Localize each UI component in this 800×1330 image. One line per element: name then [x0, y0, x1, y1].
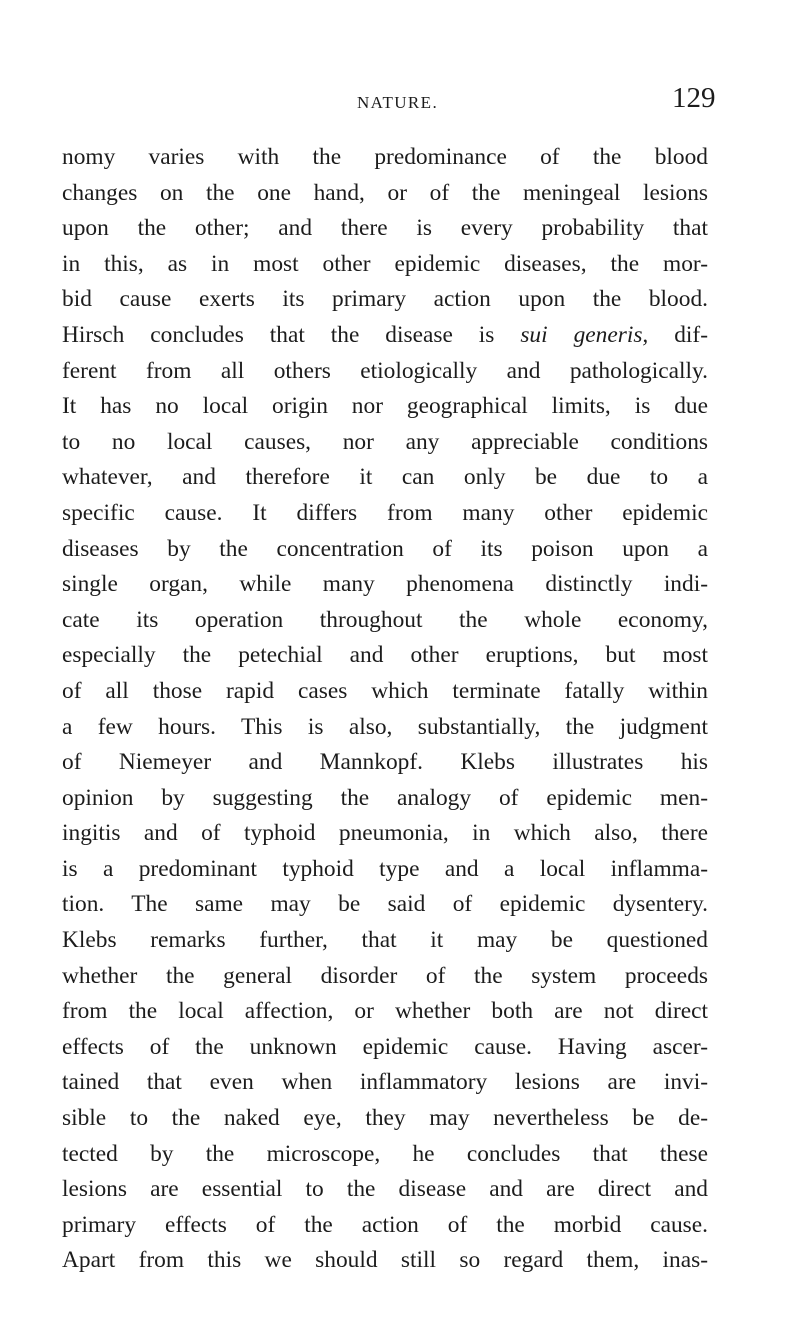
text-line: a few hours. This is also, substantially, the judgment [62, 713, 708, 740]
text-line: nomy varies with the predominance of the blood [62, 144, 708, 170]
text-segment: dif- [648, 321, 708, 348]
text-line: tected by the microscope, he concludes that these [62, 1140, 708, 1167]
text-line: from the local affection, or whether both are not direct [62, 998, 708, 1025]
text-line: tained that even when inflammatory lesions are invi- [62, 1069, 708, 1096]
text-line: changes on the one hand, or of the meningeal lesions [62, 179, 708, 206]
text-line: lesions are essential to the disease and are direct and [62, 1176, 708, 1203]
text-line: whether the general disorder of the system proceeds [62, 962, 708, 989]
text-line: whatever, and therefore it can only be due to a [62, 464, 708, 491]
page-number: 129 [672, 82, 716, 114]
running-title: NATURE. [357, 93, 439, 112]
text-line: ferent from all others etiologically and pathologically. [62, 357, 708, 384]
text-line: bid cause exerts its primary action upon the blood. [62, 286, 708, 313]
italic-term: sui generis, [520, 321, 649, 348]
text-segment: Hirsch concludes that the disease is [62, 321, 521, 348]
text-line: single organ, while many phenomena distinctly indi- [62, 571, 708, 598]
text-line: in this, as in most other epidemic diseases, the mor- [62, 250, 708, 277]
text-line: to no local causes, nor any appreciable conditions [62, 428, 708, 455]
text-line: of all those rapid cases which terminate fatally within [62, 677, 708, 704]
text-line: tion. The same may be said of epidemic dysentery. [62, 891, 708, 918]
text-line: of Niemeyer and Mannkopf. Klebs illustrates his [62, 749, 708, 776]
text-line: primary effects of the action of the morbid cause. [62, 1211, 708, 1238]
text-line: opinion by suggesting the analogy of epidemic men- [62, 784, 708, 811]
text-line: diseases by the concentration of its poison upon a [62, 535, 708, 562]
text-line [62, 318, 708, 354]
text-line: especially the petechial and other eruptions, but most [62, 642, 708, 669]
text-line: upon the other; and there is every probability that [62, 215, 708, 242]
text-line: Klebs remarks further, that it may be questioned [62, 927, 708, 954]
text-line: effects of the unknown epidemic cause. Having ascer- [62, 1033, 708, 1060]
text-line: cate its operation throughout the whole economy, [62, 606, 708, 633]
text-line: It has no local origin nor geographical limits, is due [62, 393, 708, 420]
body-text [62, 140, 708, 1279]
text-line: is a predominant typhoid type and a local inflamma- [62, 855, 708, 882]
text-line: sible to the naked eye, they may nevertheless be de- [62, 1105, 708, 1132]
page-header [0, 84, 800, 124]
text-line: Apart from this we should still so regard them, inas- [62, 1247, 708, 1274]
text-line: ingitis and of typhoid pneumonia, in which also, there [62, 820, 708, 847]
text-line: specific cause. It differs from many other epidemic [62, 499, 708, 526]
